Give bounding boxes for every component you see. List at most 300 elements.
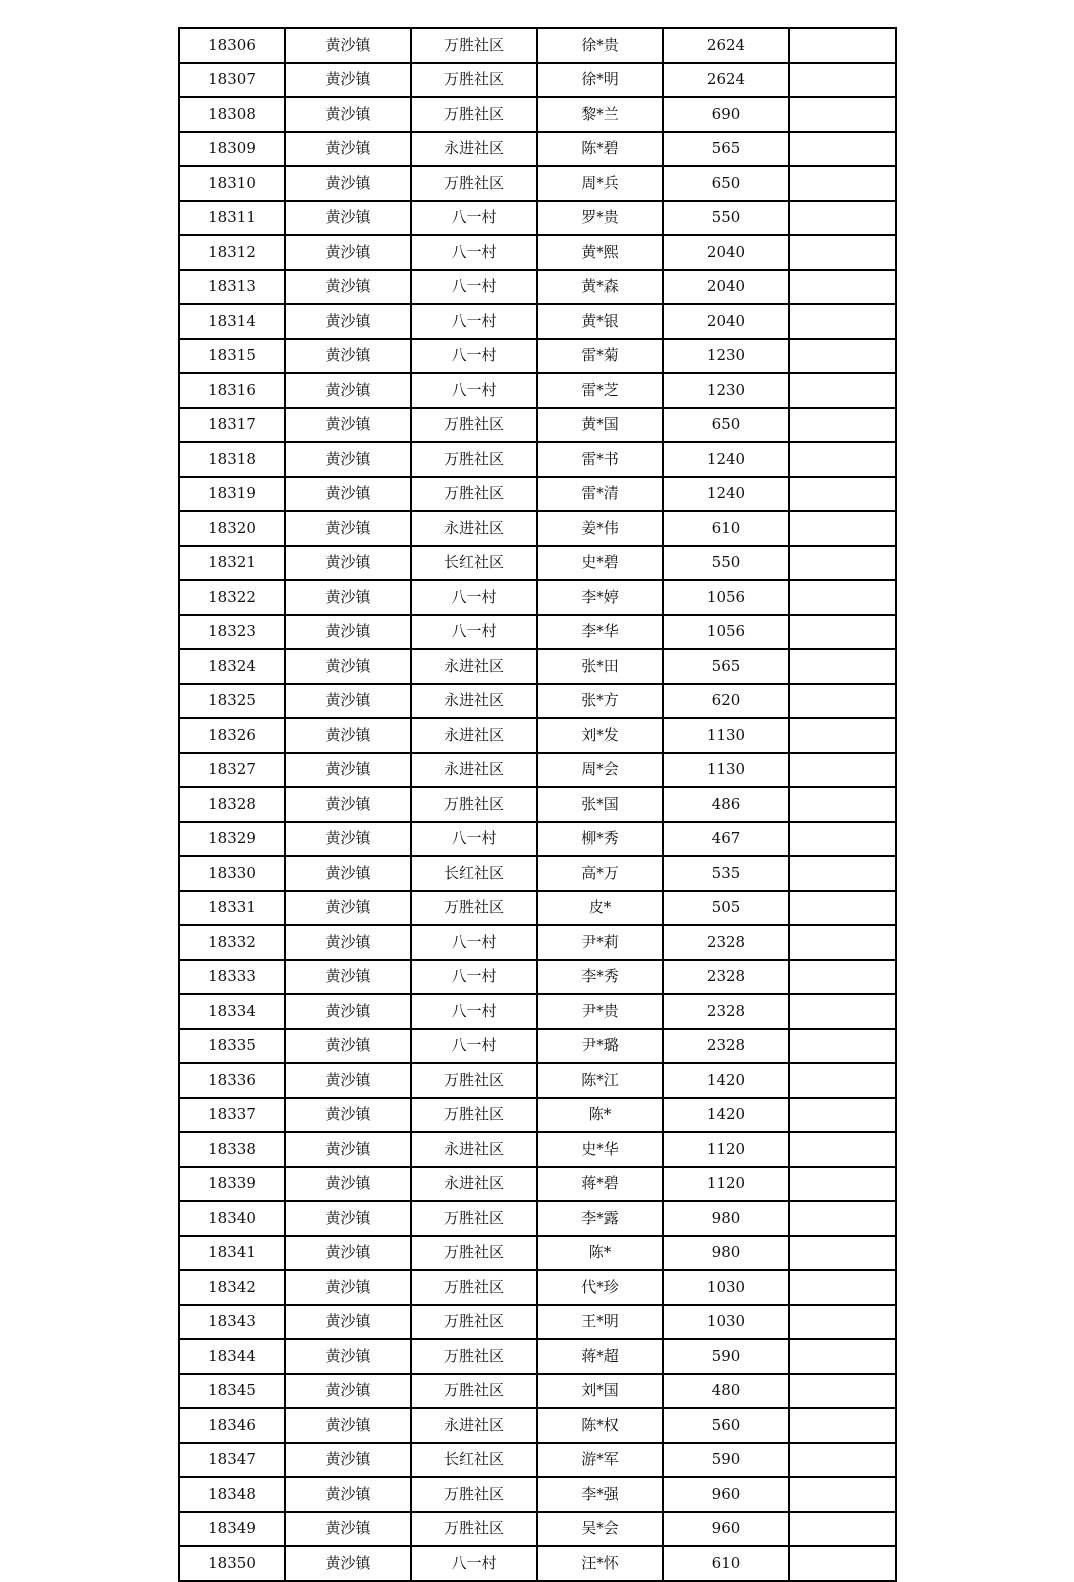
cell-note [789, 408, 896, 443]
cell-town: 黄沙镇 [285, 28, 411, 63]
cell-id: 18329 [179, 822, 285, 857]
table-row [179, 1477, 896, 1512]
cell-name: 刘*发 [537, 718, 663, 753]
cell-community: 永进社区 [411, 1132, 537, 1167]
cell-name: 陈*江 [537, 1063, 663, 1098]
cell-id: 18322 [179, 580, 285, 615]
cell-amount: 1056 [663, 615, 789, 650]
cell-note [789, 1512, 896, 1547]
cell-name: 黄*国 [537, 408, 663, 443]
data-table [178, 27, 897, 1582]
table-row [179, 1098, 896, 1133]
table-row [179, 132, 896, 167]
cell-community: 永进社区 [411, 1167, 537, 1202]
cell-id: 18343 [179, 1305, 285, 1340]
cell-id: 18313 [179, 270, 285, 305]
cell-note [789, 1201, 896, 1236]
cell-note [789, 546, 896, 581]
cell-town: 黄沙镇 [285, 960, 411, 995]
cell-amount: 535 [663, 856, 789, 891]
cell-note [789, 373, 896, 408]
cell-amount: 1120 [663, 1132, 789, 1167]
cell-town: 黄沙镇 [285, 1132, 411, 1167]
cell-name: 史*华 [537, 1132, 663, 1167]
cell-community: 八一村 [411, 615, 537, 650]
cell-name: 尹*莉 [537, 925, 663, 960]
cell-name: 张*田 [537, 649, 663, 684]
cell-id: 18307 [179, 63, 285, 98]
cell-community: 万胜社区 [411, 166, 537, 201]
table-row [179, 1512, 896, 1547]
cell-id: 18325 [179, 684, 285, 719]
cell-note [789, 822, 896, 857]
cell-id: 18310 [179, 166, 285, 201]
cell-name: 蒋*超 [537, 1339, 663, 1374]
cell-amount: 480 [663, 1374, 789, 1409]
cell-name: 雷*芝 [537, 373, 663, 408]
cell-name: 雷*菊 [537, 339, 663, 374]
table-row [179, 1374, 896, 1409]
cell-town: 黄沙镇 [285, 1167, 411, 1202]
cell-community: 万胜社区 [411, 1270, 537, 1305]
cell-note [789, 304, 896, 339]
cell-town: 黄沙镇 [285, 373, 411, 408]
table-row [179, 891, 896, 926]
table-row [179, 1201, 896, 1236]
cell-name: 尹*贵 [537, 994, 663, 1029]
cell-id: 18347 [179, 1443, 285, 1478]
cell-name: 蒋*碧 [537, 1167, 663, 1202]
table-row [179, 1408, 896, 1443]
cell-amount: 565 [663, 132, 789, 167]
cell-name: 陈* [537, 1098, 663, 1133]
cell-town: 黄沙镇 [285, 1339, 411, 1374]
cell-amount: 960 [663, 1477, 789, 1512]
cell-note [789, 1098, 896, 1133]
cell-town: 黄沙镇 [285, 1443, 411, 1478]
cell-id: 18340 [179, 1201, 285, 1236]
cell-name: 吴*会 [537, 1512, 663, 1547]
cell-name: 陈*碧 [537, 132, 663, 167]
cell-note [789, 511, 896, 546]
cell-name: 李*露 [537, 1201, 663, 1236]
cell-id: 18317 [179, 408, 285, 443]
cell-town: 黄沙镇 [285, 787, 411, 822]
cell-community: 八一村 [411, 339, 537, 374]
cell-note [789, 63, 896, 98]
cell-amount: 2624 [663, 28, 789, 63]
table-row [179, 1339, 896, 1374]
cell-town: 黄沙镇 [285, 304, 411, 339]
cell-id: 18321 [179, 546, 285, 581]
cell-community: 万胜社区 [411, 1305, 537, 1340]
cell-id: 18349 [179, 1512, 285, 1547]
cell-id: 18337 [179, 1098, 285, 1133]
table-row [179, 1236, 896, 1271]
cell-community: 万胜社区 [411, 1512, 537, 1547]
cell-id: 18319 [179, 477, 285, 512]
cell-community: 八一村 [411, 1029, 537, 1064]
cell-amount: 1240 [663, 442, 789, 477]
cell-note [789, 960, 896, 995]
cell-name: 张*方 [537, 684, 663, 719]
cell-note [789, 166, 896, 201]
cell-amount: 1240 [663, 477, 789, 512]
cell-amount: 1230 [663, 339, 789, 374]
cell-community: 万胜社区 [411, 787, 537, 822]
cell-note [789, 97, 896, 132]
cell-town: 黄沙镇 [285, 822, 411, 857]
cell-id: 18336 [179, 1063, 285, 1098]
cell-amount: 1420 [663, 1063, 789, 1098]
cell-amount: 1030 [663, 1305, 789, 1340]
cell-note [789, 649, 896, 684]
cell-amount: 1130 [663, 753, 789, 788]
cell-id: 18331 [179, 891, 285, 926]
table-row [179, 477, 896, 512]
cell-community: 万胜社区 [411, 63, 537, 98]
cell-town: 黄沙镇 [285, 718, 411, 753]
table-row [179, 270, 896, 305]
cell-name: 徐*明 [537, 63, 663, 98]
table-row [179, 201, 896, 236]
table-row [179, 304, 896, 339]
cell-amount: 960 [663, 1512, 789, 1547]
cell-note [789, 1374, 896, 1409]
cell-amount: 980 [663, 1236, 789, 1271]
cell-id: 18306 [179, 28, 285, 63]
cell-town: 黄沙镇 [285, 235, 411, 270]
table-row [179, 373, 896, 408]
cell-town: 黄沙镇 [285, 1374, 411, 1409]
cell-town: 黄沙镇 [285, 97, 411, 132]
cell-community: 万胜社区 [411, 1063, 537, 1098]
cell-town: 黄沙镇 [285, 856, 411, 891]
cell-note [789, 1305, 896, 1340]
cell-amount: 550 [663, 546, 789, 581]
cell-note [789, 132, 896, 167]
cell-id: 18335 [179, 1029, 285, 1064]
cell-note [789, 1029, 896, 1064]
cell-town: 黄沙镇 [285, 546, 411, 581]
cell-name: 代*珍 [537, 1270, 663, 1305]
table-row [179, 684, 896, 719]
cell-community: 万胜社区 [411, 1339, 537, 1374]
cell-amount: 2328 [663, 1029, 789, 1064]
cell-id: 18345 [179, 1374, 285, 1409]
cell-community: 永进社区 [411, 753, 537, 788]
cell-community: 八一村 [411, 960, 537, 995]
cell-amount: 2328 [663, 994, 789, 1029]
cell-amount: 610 [663, 1546, 789, 1581]
cell-id: 18324 [179, 649, 285, 684]
cell-note [789, 1132, 896, 1167]
cell-name: 周*会 [537, 753, 663, 788]
cell-town: 黄沙镇 [285, 1305, 411, 1340]
cell-town: 黄沙镇 [285, 684, 411, 719]
cell-community: 长红社区 [411, 546, 537, 581]
cell-name: 柳*秀 [537, 822, 663, 857]
cell-id: 18342 [179, 1270, 285, 1305]
table-row [179, 1132, 896, 1167]
cell-note [789, 787, 896, 822]
cell-id: 18311 [179, 201, 285, 236]
cell-id: 18323 [179, 615, 285, 650]
table-row [179, 546, 896, 581]
cell-id: 18350 [179, 1546, 285, 1581]
cell-town: 黄沙镇 [285, 1270, 411, 1305]
cell-town: 黄沙镇 [285, 408, 411, 443]
cell-note [789, 1063, 896, 1098]
table-row [179, 925, 896, 960]
table-body [179, 28, 896, 1581]
table-row [179, 511, 896, 546]
cell-name: 陈*权 [537, 1408, 663, 1443]
table-row [179, 615, 896, 650]
table-row [179, 1546, 896, 1581]
table-row [179, 1167, 896, 1202]
cell-town: 黄沙镇 [285, 1201, 411, 1236]
cell-community: 八一村 [411, 304, 537, 339]
cell-amount: 486 [663, 787, 789, 822]
cell-name: 李*强 [537, 1477, 663, 1512]
cell-community: 万胜社区 [411, 477, 537, 512]
cell-id: 18312 [179, 235, 285, 270]
cell-id: 18333 [179, 960, 285, 995]
table-row [179, 1270, 896, 1305]
cell-town: 黄沙镇 [285, 1029, 411, 1064]
cell-amount: 565 [663, 649, 789, 684]
cell-amount: 550 [663, 201, 789, 236]
cell-town: 黄沙镇 [285, 477, 411, 512]
cell-name: 雷*清 [537, 477, 663, 512]
cell-town: 黄沙镇 [285, 753, 411, 788]
table-row [179, 235, 896, 270]
cell-name: 高*万 [537, 856, 663, 891]
table-row [179, 1443, 896, 1478]
cell-id: 18316 [179, 373, 285, 408]
cell-id: 18346 [179, 1408, 285, 1443]
cell-note [789, 28, 896, 63]
cell-name: 李*秀 [537, 960, 663, 995]
cell-community: 永进社区 [411, 511, 537, 546]
cell-community: 长红社区 [411, 1443, 537, 1478]
cell-note [789, 925, 896, 960]
table-row [179, 580, 896, 615]
cell-community: 万胜社区 [411, 891, 537, 926]
cell-town: 黄沙镇 [285, 649, 411, 684]
cell-note [789, 235, 896, 270]
cell-town: 黄沙镇 [285, 1512, 411, 1547]
cell-amount: 1130 [663, 718, 789, 753]
cell-note [789, 1546, 896, 1581]
cell-id: 18341 [179, 1236, 285, 1271]
table-row [179, 994, 896, 1029]
cell-note [789, 1236, 896, 1271]
table-row [179, 753, 896, 788]
cell-note [789, 339, 896, 374]
cell-name: 皮* [537, 891, 663, 926]
cell-note [789, 1167, 896, 1202]
cell-id: 18344 [179, 1339, 285, 1374]
cell-name: 游*军 [537, 1443, 663, 1478]
cell-town: 黄沙镇 [285, 132, 411, 167]
cell-community: 万胜社区 [411, 408, 537, 443]
table-row [179, 166, 896, 201]
cell-town: 黄沙镇 [285, 1063, 411, 1098]
cell-name: 尹*璐 [537, 1029, 663, 1064]
cell-amount: 1420 [663, 1098, 789, 1133]
cell-name: 王*明 [537, 1305, 663, 1340]
cell-id: 18330 [179, 856, 285, 891]
cell-note [789, 1408, 896, 1443]
cell-name: 徐*贵 [537, 28, 663, 63]
cell-id: 18334 [179, 994, 285, 1029]
cell-name: 周*兵 [537, 166, 663, 201]
cell-id: 18326 [179, 718, 285, 753]
table-row [179, 1063, 896, 1098]
cell-amount: 590 [663, 1443, 789, 1478]
cell-name: 黄*银 [537, 304, 663, 339]
cell-note [789, 1477, 896, 1512]
cell-town: 黄沙镇 [285, 580, 411, 615]
cell-community: 八一村 [411, 201, 537, 236]
cell-id: 18339 [179, 1167, 285, 1202]
cell-id: 18327 [179, 753, 285, 788]
cell-town: 黄沙镇 [285, 442, 411, 477]
cell-town: 黄沙镇 [285, 891, 411, 926]
cell-amount: 467 [663, 822, 789, 857]
cell-town: 黄沙镇 [285, 615, 411, 650]
cell-note [789, 856, 896, 891]
cell-note [789, 718, 896, 753]
cell-community: 永进社区 [411, 649, 537, 684]
cell-community: 八一村 [411, 822, 537, 857]
cell-id: 18348 [179, 1477, 285, 1512]
table-row [179, 442, 896, 477]
cell-id: 18318 [179, 442, 285, 477]
cell-note [789, 477, 896, 512]
cell-town: 黄沙镇 [285, 270, 411, 305]
table-row [179, 1029, 896, 1064]
cell-community: 八一村 [411, 994, 537, 1029]
cell-community: 八一村 [411, 1546, 537, 1581]
cell-note [789, 891, 896, 926]
cell-community: 八一村 [411, 373, 537, 408]
cell-community: 长红社区 [411, 856, 537, 891]
cell-name: 汪*怀 [537, 1546, 663, 1581]
cell-community: 八一村 [411, 925, 537, 960]
cell-name: 黎*兰 [537, 97, 663, 132]
cell-amount: 2624 [663, 63, 789, 98]
cell-note [789, 1443, 896, 1478]
table-row [179, 856, 896, 891]
cell-amount: 2040 [663, 235, 789, 270]
table-row [179, 339, 896, 374]
cell-note [789, 442, 896, 477]
cell-amount: 560 [663, 1408, 789, 1443]
cell-amount: 505 [663, 891, 789, 926]
cell-id: 18315 [179, 339, 285, 374]
cell-town: 黄沙镇 [285, 1098, 411, 1133]
cell-note [789, 994, 896, 1029]
cell-amount: 650 [663, 408, 789, 443]
cell-amount: 1230 [663, 373, 789, 408]
cell-amount: 980 [663, 1201, 789, 1236]
cell-community: 万胜社区 [411, 1236, 537, 1271]
cell-community: 万胜社区 [411, 28, 537, 63]
cell-town: 黄沙镇 [285, 339, 411, 374]
cell-town: 黄沙镇 [285, 63, 411, 98]
cell-community: 万胜社区 [411, 97, 537, 132]
cell-community: 八一村 [411, 235, 537, 270]
cell-id: 18338 [179, 1132, 285, 1167]
cell-name: 陈* [537, 1236, 663, 1271]
cell-name: 刘*国 [537, 1374, 663, 1409]
cell-name: 史*碧 [537, 546, 663, 581]
cell-note [789, 201, 896, 236]
cell-note [789, 615, 896, 650]
cell-amount: 2328 [663, 925, 789, 960]
cell-town: 黄沙镇 [285, 201, 411, 236]
cell-id: 18320 [179, 511, 285, 546]
cell-note [789, 270, 896, 305]
cell-amount: 690 [663, 97, 789, 132]
cell-id: 18308 [179, 97, 285, 132]
cell-id: 18309 [179, 132, 285, 167]
cell-amount: 2040 [663, 304, 789, 339]
cell-town: 黄沙镇 [285, 994, 411, 1029]
cell-town: 黄沙镇 [285, 511, 411, 546]
table-row [179, 822, 896, 857]
table-row [179, 649, 896, 684]
cell-town: 黄沙镇 [285, 1477, 411, 1512]
cell-amount: 1030 [663, 1270, 789, 1305]
table-row [179, 408, 896, 443]
cell-community: 永进社区 [411, 718, 537, 753]
table-row [179, 63, 896, 98]
cell-amount: 620 [663, 684, 789, 719]
cell-town: 黄沙镇 [285, 166, 411, 201]
cell-amount: 1120 [663, 1167, 789, 1202]
cell-name: 雷*书 [537, 442, 663, 477]
cell-note [789, 753, 896, 788]
cell-town: 黄沙镇 [285, 1236, 411, 1271]
table-row [179, 960, 896, 995]
cell-amount: 650 [663, 166, 789, 201]
cell-community: 万胜社区 [411, 1477, 537, 1512]
cell-note [789, 684, 896, 719]
cell-town: 黄沙镇 [285, 1408, 411, 1443]
cell-note [789, 1339, 896, 1374]
cell-name: 黄*森 [537, 270, 663, 305]
cell-name: 李*婷 [537, 580, 663, 615]
cell-id: 18328 [179, 787, 285, 822]
table-row [179, 718, 896, 753]
cell-community: 万胜社区 [411, 1098, 537, 1133]
cell-note [789, 1270, 896, 1305]
cell-name: 张*国 [537, 787, 663, 822]
cell-community: 八一村 [411, 580, 537, 615]
cell-name: 李*华 [537, 615, 663, 650]
cell-community: 万胜社区 [411, 442, 537, 477]
cell-id: 18314 [179, 304, 285, 339]
cell-amount: 1056 [663, 580, 789, 615]
cell-amount: 2040 [663, 270, 789, 305]
table-row [179, 97, 896, 132]
cell-amount: 610 [663, 511, 789, 546]
cell-community: 八一村 [411, 270, 537, 305]
